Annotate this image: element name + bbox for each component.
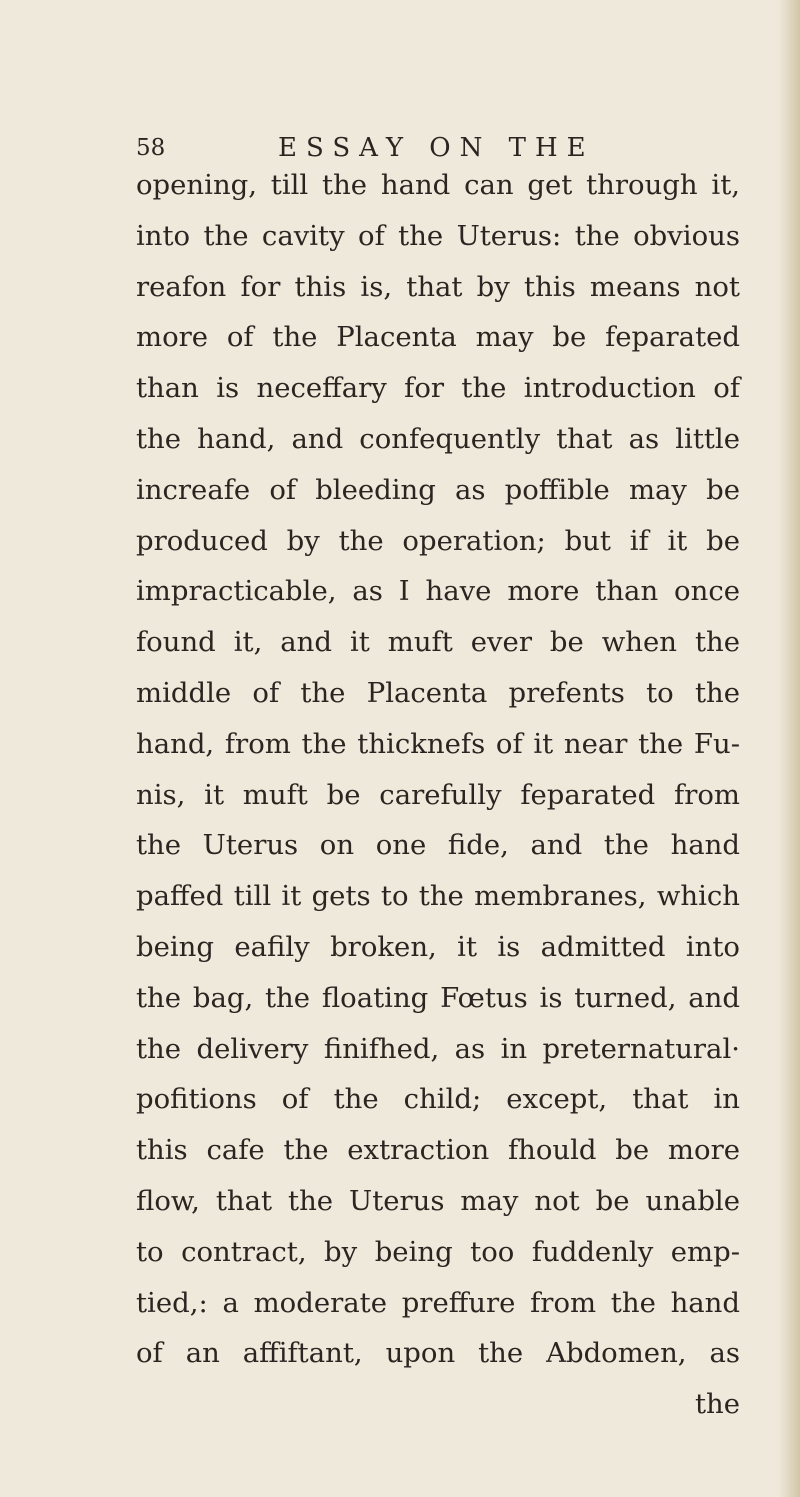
text-line: the bag, the floating Fœtus is turned, and [136, 981, 740, 1014]
text-line: paffed till it gets to the membranes, which [136, 880, 740, 913]
text-line: increafe of bleeding as poffible may be [136, 473, 740, 506]
text-line: reafon for this is, that by this means not [136, 270, 740, 303]
text-line: flow, that the Uterus may not be unable [136, 1184, 740, 1217]
text-line: opening, till the hand can get through it, [136, 169, 740, 201]
text-line: the Uterus on one fide, and the hand [136, 829, 740, 862]
text-line: to contract, by being too fuddenly emp- [136, 1235, 740, 1268]
text-line: of an affiftant, upon the Abdomen, as [136, 1337, 740, 1370]
page-number: 58 [136, 135, 166, 161]
running-title: ESSAY ON THE [278, 133, 595, 163]
text-line: this cafe the extraction fhould be more [136, 1134, 740, 1167]
body-text [136, 160, 740, 1430]
text-line: pofitions of the child; except, that in [136, 1083, 740, 1116]
text-line: into the cavity of the Uterus: the obvious [136, 219, 740, 252]
text-line: middle of the Placenta prefents to the [136, 676, 740, 709]
text-line: produced by the operation; but if it be [136, 524, 740, 557]
text-line: the hand, and confequently that as little [136, 422, 740, 455]
text-line: the delivery finifhed, as in preternatural· [136, 1032, 740, 1065]
text-line: found it, and it muft ever be when the [136, 626, 740, 659]
text-line: than is neceffary for the introduction of [136, 372, 740, 405]
catchword: the [694, 1388, 740, 1421]
text-line: tied,: a moderate preffure from the hand [136, 1286, 740, 1319]
text-line: nis, it muft be carefully feparated from [136, 778, 740, 811]
text-line: more of the Placenta may be feparated [136, 321, 740, 354]
text-line: impracticable, as I have more than once [136, 575, 740, 608]
text-line: hand, from the thicknefs of it near the Fu- [136, 727, 740, 760]
text-line: being eafily broken, it is admitted into [136, 930, 740, 963]
page-edge-shadow [778, 0, 800, 1497]
